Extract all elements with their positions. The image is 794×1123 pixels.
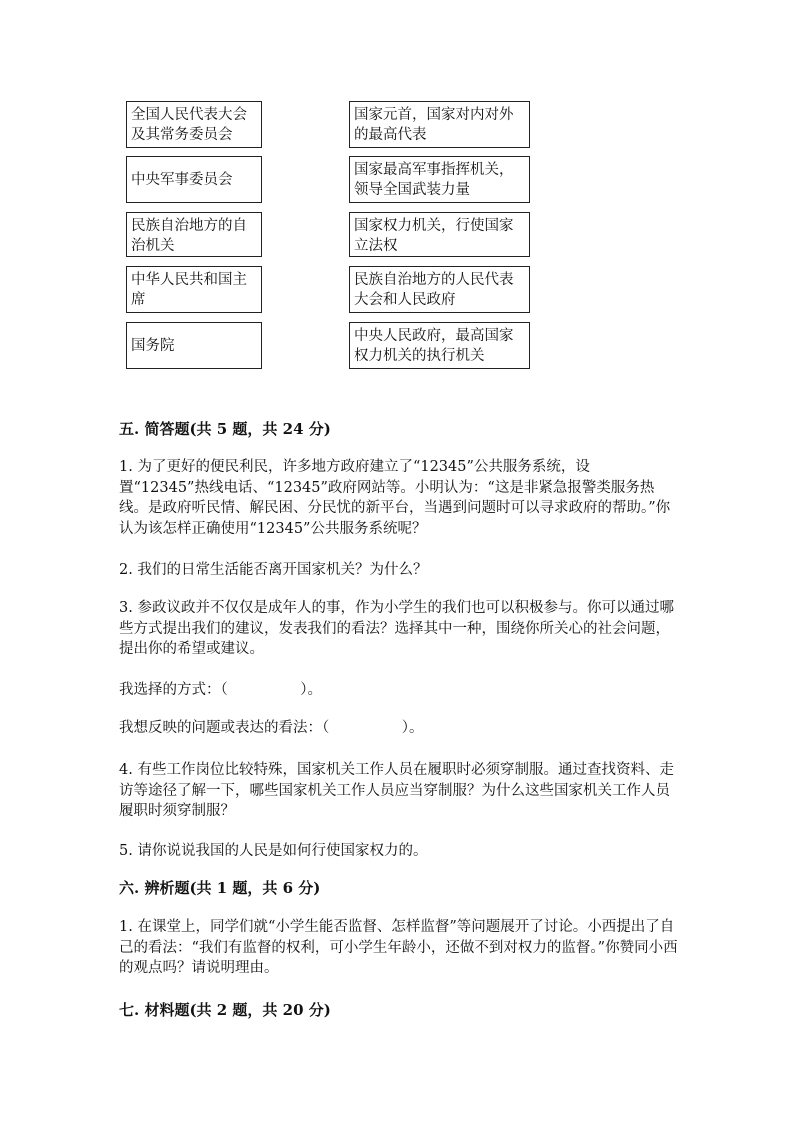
match-right-label: 中央人民政府，最高国家权力机关的执行机关 [354, 328, 514, 364]
section-5-heading: 五. 简答题(共 5 题，共 24 分) [119, 420, 331, 438]
match-right-head-of-state [349, 101, 530, 148]
match-left-npc [126, 101, 262, 148]
match-right-military [349, 156, 530, 203]
section-6-question-1: 1. 在课堂上，同学们就“小学生能否监督、怎样监督”等问题展开了讨论。小西提出了自己的看法：“我们有监督的权利，可小学生年龄小，还做不到对权力的监督。”你赞同小西的观点吗？请说明理由。 [119, 919, 678, 976]
match-right-executive [349, 322, 530, 369]
section-7-heading: 七. 材料题(共 2 题，共 20 分) [119, 1001, 331, 1019]
match-right-label: 国家元首，国家对内对外的最高代表 [354, 107, 514, 143]
section-5-question-3-choice: 我选择的方式：（ ）。 [119, 682, 322, 698]
match-right-label: 国家最高军事指挥机关，领导全国武装力量 [354, 162, 514, 198]
match-left-label: 民族自治地方的自治机关 [131, 218, 247, 254]
match-right-autonomous-organs [349, 266, 530, 313]
match-left-label: 中央军事委员会 [131, 171, 233, 188]
section-6-heading: 六. 辨析题(共 1 题，共 6 分) [119, 879, 321, 897]
match-left-label: 国务院 [131, 337, 175, 354]
section-5-question-3: 3. 参政议政并不仅仅是成年人的事，作为小学生的我们也可以积极参与。你可以通过哪些方式提出我们的建议，发表我们的看法？选择其中一种，围绕你所关心的社会问题，提出你的希望或建议。 [119, 600, 674, 657]
match-left-label: 中华人民共和国主席 [131, 272, 247, 308]
match-right-legislative [349, 212, 530, 257]
match-left-state-council [126, 322, 262, 369]
match-right-label: 国家权力机关，行使国家立法权 [354, 218, 514, 254]
section-5-question-5: 5. 请你说说我国的人民是如何行使国家权力的。 [119, 843, 428, 859]
section-5-question-2: 2. 我们的日常生活能否离开国家机关？为什么？ [119, 562, 428, 578]
match-left-cmc [126, 156, 262, 203]
section-5-question-3-view: 我想反映的问题或表达的看法：（ ）。 [119, 720, 424, 736]
section-5-question-1: 1. 为了更好的便民利民，许多地方政府建立了“12345”公共服务系统，设置“12345”热线电话、“12345”政府网站等。小明认为：“这是非紧急报警类服务热线。是政府听民情、解民困、分民忧的新平台，当遇到问题时可以寻求政府的帮助。”你认为该怎样正确使用“12345”公共服务系统呢？ [119, 459, 671, 537]
match-left-president [126, 266, 262, 313]
match-right-label: 民族自治地方的人民代表大会和人民政府 [354, 272, 514, 308]
match-left-label: 全国人民代表大会及其常务委员会 [131, 107, 247, 143]
section-5-question-4: 4. 有些工作岗位比较特殊，国家机关工作人员在履职时必须穿制服。通过查找资料、走访等途径了解一下，哪些国家机关工作人员应当穿制服？为什么这些国家机关工作人员履职时须穿制服？ [119, 762, 674, 819]
match-left-autonomous [126, 212, 262, 257]
